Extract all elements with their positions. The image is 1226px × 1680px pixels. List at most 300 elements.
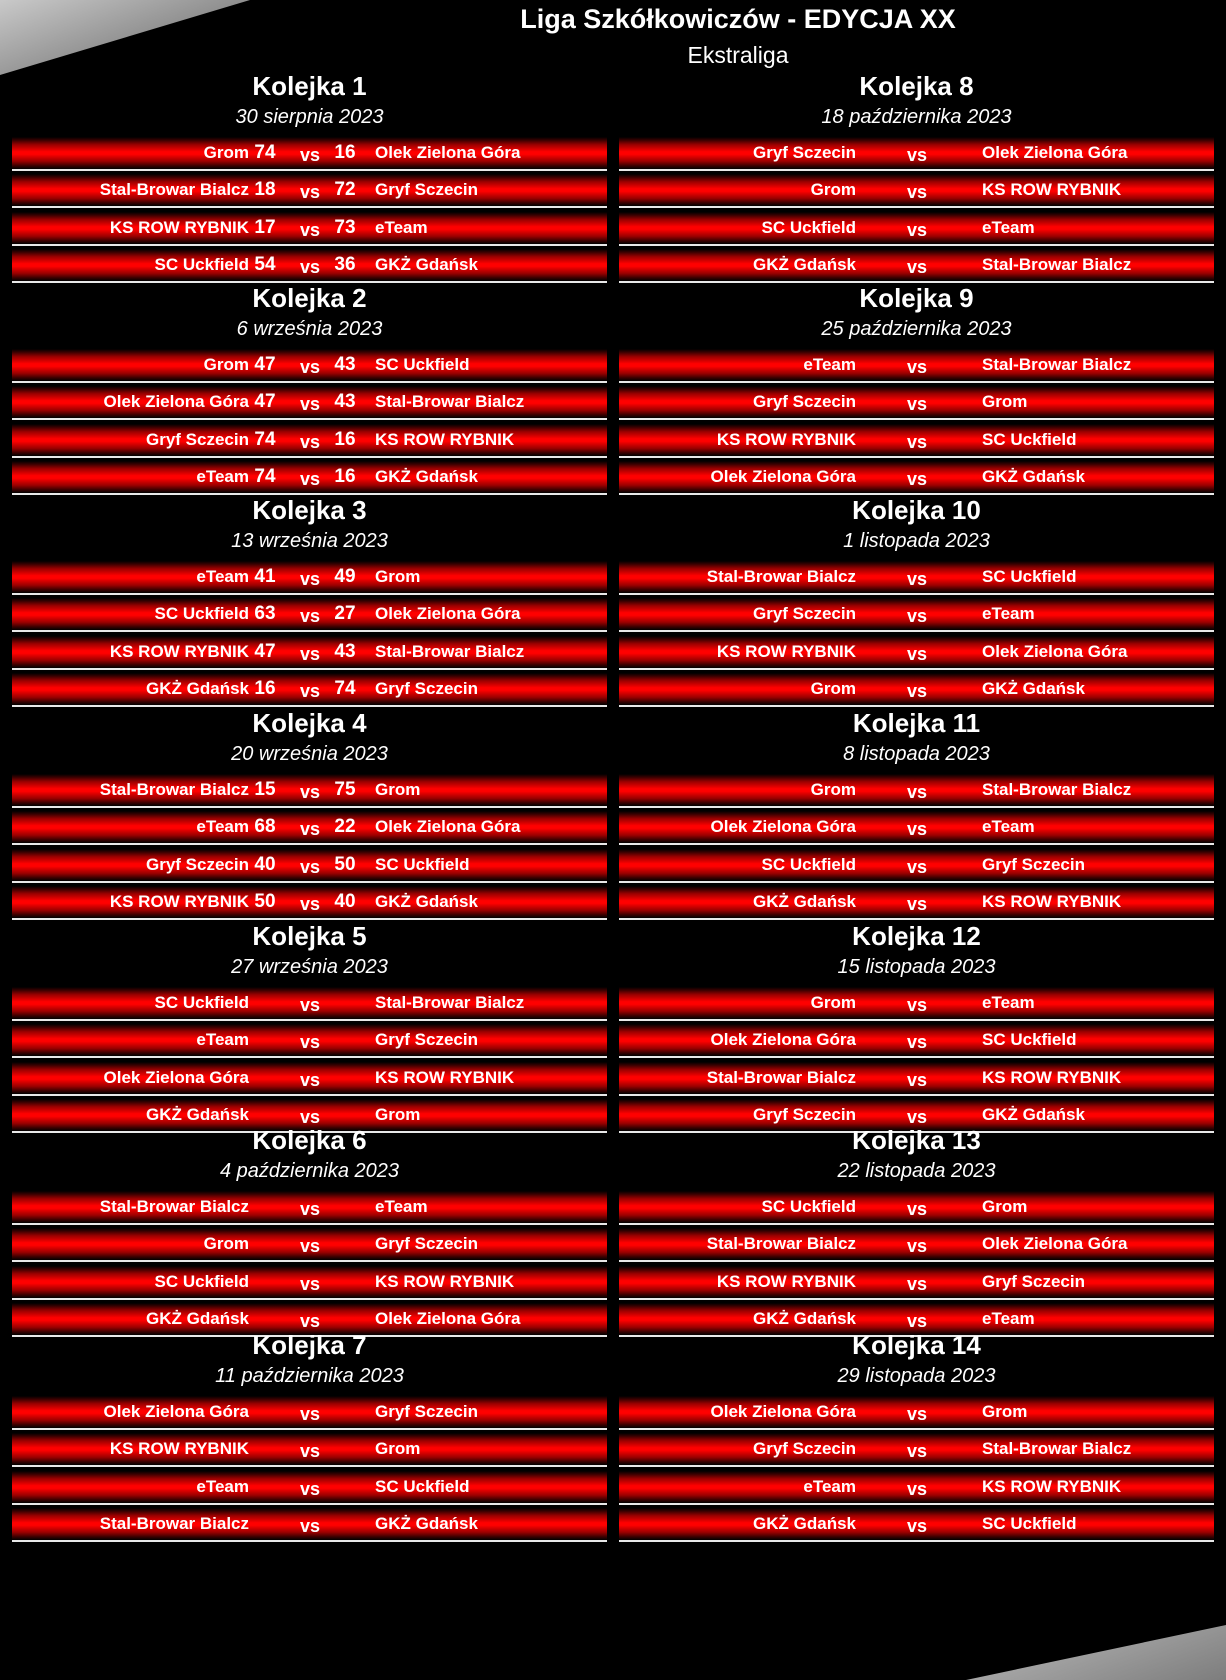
away-team: Gryf Sczecin bbox=[375, 679, 478, 698]
vs-label: vs bbox=[906, 394, 928, 414]
vs-label: vs bbox=[299, 432, 321, 452]
home-team: Grom bbox=[810, 780, 856, 799]
home-team: KS ROW RYBNIK bbox=[716, 430, 856, 449]
vs-label: vs bbox=[299, 394, 321, 414]
away-score bbox=[939, 886, 965, 918]
vs-label: vs bbox=[299, 894, 321, 914]
vs-label: vs bbox=[906, 995, 928, 1015]
home-score: 47 bbox=[254, 391, 276, 412]
home-score bbox=[859, 1266, 885, 1298]
away-score: 16 bbox=[334, 466, 356, 487]
away-team: Olek Zielona Góra bbox=[982, 1234, 1128, 1253]
match-row bbox=[12, 598, 607, 632]
vs-label: vs bbox=[906, 220, 928, 240]
vs-label: vs bbox=[906, 469, 928, 489]
home-score bbox=[859, 886, 885, 918]
away-score bbox=[939, 137, 965, 169]
home-score bbox=[859, 1024, 885, 1056]
vs-label: vs bbox=[906, 1070, 928, 1090]
home-team: GKŻ Gdańsk bbox=[146, 679, 249, 698]
match-row bbox=[12, 1396, 607, 1430]
match-row bbox=[619, 886, 1214, 920]
away-team: Stal-Browar Bialcz bbox=[375, 392, 525, 411]
vs-label: vs bbox=[906, 1236, 928, 1256]
match-row bbox=[12, 212, 607, 246]
away-team: Stal-Browar Bialcz bbox=[375, 993, 525, 1012]
home-score: 47 bbox=[254, 641, 276, 662]
match-row bbox=[12, 137, 607, 171]
away-team: KS ROW RYBNIK bbox=[375, 1272, 515, 1291]
vs-label: vs bbox=[299, 644, 321, 664]
away-score: 49 bbox=[334, 566, 356, 587]
match-row bbox=[12, 349, 607, 383]
vs-label: vs bbox=[906, 606, 928, 626]
away-team: Grom bbox=[982, 1402, 1028, 1421]
home-score bbox=[859, 561, 885, 593]
away-team: SC Uckfield bbox=[982, 1030, 1077, 1049]
home-score bbox=[859, 212, 885, 244]
away-score bbox=[332, 1266, 358, 1298]
home-team: SC Uckfield bbox=[154, 604, 249, 623]
away-team: Olek Zielona Góra bbox=[982, 143, 1128, 162]
round-title: Kolejka 14 bbox=[852, 1330, 981, 1360]
away-score bbox=[939, 1471, 965, 1503]
away-score bbox=[939, 424, 965, 456]
match-row bbox=[619, 811, 1214, 845]
round-title: Kolejka 11 bbox=[852, 708, 981, 738]
match-row bbox=[12, 461, 607, 495]
match-row bbox=[12, 1062, 607, 1096]
home-team: Grom bbox=[810, 679, 856, 698]
vs-label: vs bbox=[299, 182, 321, 202]
home-team: GKŻ Gdańsk bbox=[753, 1514, 856, 1533]
home-score bbox=[252, 1266, 278, 1298]
match-row bbox=[619, 561, 1214, 595]
away-score bbox=[939, 1191, 965, 1223]
home-team: Gryf Sczecin bbox=[753, 604, 856, 623]
home-team: Stal-Browar Bialcz bbox=[706, 1234, 856, 1253]
away-score bbox=[939, 1228, 965, 1260]
away-team: KS ROW RYBNIK bbox=[375, 430, 515, 449]
home-score: 74 bbox=[254, 466, 276, 487]
match-row bbox=[619, 1508, 1214, 1542]
away-score bbox=[939, 349, 965, 381]
home-team: GKŻ Gdańsk bbox=[146, 1309, 249, 1328]
match-row bbox=[12, 1471, 607, 1505]
match-row bbox=[619, 1433, 1214, 1467]
home-team: eTeam bbox=[196, 467, 249, 486]
round-title: Kolejka 4 bbox=[252, 708, 367, 738]
away-score bbox=[939, 174, 965, 206]
match-row bbox=[12, 386, 607, 420]
vs-label: vs bbox=[299, 1479, 321, 1499]
home-team: Stal-Browar Bialcz bbox=[99, 180, 249, 199]
match-row bbox=[12, 1266, 607, 1300]
home-score bbox=[252, 1228, 278, 1260]
home-team: Grom bbox=[203, 355, 249, 374]
home-team: KS ROW RYBNIK bbox=[109, 892, 249, 911]
away-team: eTeam bbox=[982, 218, 1035, 237]
home-team: Gryf Sczecin bbox=[753, 1439, 856, 1458]
away-score bbox=[332, 1471, 358, 1503]
home-score bbox=[859, 137, 885, 169]
vs-label: vs bbox=[299, 819, 321, 839]
home-team: GKŻ Gdańsk bbox=[753, 892, 856, 911]
away-score: 73 bbox=[334, 217, 356, 238]
away-score: 36 bbox=[334, 254, 356, 275]
away-team: eTeam bbox=[375, 218, 428, 237]
home-score bbox=[859, 673, 885, 705]
home-team: Olek Zielona Góra bbox=[710, 467, 856, 486]
home-team: eTeam bbox=[196, 1030, 249, 1049]
vs-label: vs bbox=[299, 145, 321, 165]
round-title: Kolejka 12 bbox=[852, 921, 981, 951]
match-row bbox=[12, 1433, 607, 1467]
vs-label: vs bbox=[299, 782, 321, 802]
vs-label: vs bbox=[906, 1311, 928, 1331]
home-team: KS ROW RYBNIK bbox=[109, 642, 249, 661]
match-row bbox=[619, 673, 1214, 707]
away-score: 40 bbox=[334, 891, 356, 912]
round-date: 1 listopada 2023 bbox=[843, 530, 990, 552]
away-score bbox=[939, 1433, 965, 1465]
match-row bbox=[619, 461, 1214, 495]
round-block bbox=[12, 920, 607, 1127]
home-team: Gryf Sczecin bbox=[146, 430, 249, 449]
vs-label: vs bbox=[299, 995, 321, 1015]
vs-label: vs bbox=[906, 1274, 928, 1294]
away-team: Olek Zielona Góra bbox=[375, 1309, 521, 1328]
vs-label: vs bbox=[906, 1032, 928, 1052]
away-score bbox=[939, 1396, 965, 1428]
home-team: SC Uckfield bbox=[761, 1197, 856, 1216]
home-team: GKŻ Gdańsk bbox=[753, 1309, 856, 1328]
home-team: GKŻ Gdańsk bbox=[146, 1105, 249, 1124]
away-score: 43 bbox=[334, 391, 356, 412]
home-score: 54 bbox=[254, 254, 276, 275]
vs-label: vs bbox=[299, 569, 321, 589]
match-row bbox=[12, 249, 607, 283]
home-score bbox=[252, 1471, 278, 1503]
vs-label: vs bbox=[906, 819, 928, 839]
round-block bbox=[12, 707, 607, 914]
away-score bbox=[939, 461, 965, 493]
home-team: SC Uckfield bbox=[761, 855, 856, 874]
match-row bbox=[12, 1024, 607, 1058]
round-date: 30 sierpnia 2023 bbox=[235, 106, 384, 128]
away-score bbox=[939, 212, 965, 244]
home-score bbox=[859, 987, 885, 1019]
away-team: Grom bbox=[982, 1197, 1028, 1216]
match-row bbox=[619, 212, 1214, 246]
away-score: 74 bbox=[334, 678, 356, 699]
round-block bbox=[619, 707, 1214, 914]
home-score bbox=[859, 849, 885, 881]
away-team: SC Uckfield bbox=[982, 567, 1077, 586]
home-score bbox=[859, 1471, 885, 1503]
round-title: Kolejka 10 bbox=[852, 495, 981, 525]
vs-label: vs bbox=[906, 782, 928, 802]
match-row bbox=[12, 1228, 607, 1262]
round-title: Kolejka 5 bbox=[252, 921, 367, 951]
league-subtitle: Ekstraliga bbox=[687, 42, 789, 68]
away-score: 27 bbox=[334, 603, 356, 624]
match-row bbox=[619, 349, 1214, 383]
away-score: 72 bbox=[334, 179, 356, 200]
round-date: 4 października 2023 bbox=[219, 1160, 399, 1182]
away-team: eTeam bbox=[375, 1197, 428, 1216]
home-score bbox=[859, 1062, 885, 1094]
away-team: GKŻ Gdańsk bbox=[375, 255, 478, 274]
away-team: KS ROW RYBNIK bbox=[982, 180, 1122, 199]
away-score bbox=[332, 1228, 358, 1260]
home-team: KS ROW RYBNIK bbox=[109, 1439, 249, 1458]
round-title: Kolejka 6 bbox=[252, 1125, 367, 1155]
home-team: eTeam bbox=[803, 355, 856, 374]
round-title: Kolejka 9 bbox=[859, 283, 974, 313]
away-score bbox=[332, 1396, 358, 1428]
vs-label: vs bbox=[906, 644, 928, 664]
away-score bbox=[939, 249, 965, 281]
match-row bbox=[619, 386, 1214, 420]
away-score bbox=[939, 386, 965, 418]
match-row bbox=[619, 1228, 1214, 1262]
away-score bbox=[332, 1024, 358, 1056]
vs-label: vs bbox=[299, 1441, 321, 1461]
away-score: 43 bbox=[334, 354, 356, 375]
vs-label: vs bbox=[906, 1516, 928, 1536]
away-score: 16 bbox=[334, 429, 356, 450]
match-row bbox=[619, 1266, 1214, 1300]
away-team: SC Uckfield bbox=[982, 1514, 1077, 1533]
match-row bbox=[12, 811, 607, 845]
away-score bbox=[939, 987, 965, 1019]
home-score bbox=[252, 1062, 278, 1094]
away-team: Grom bbox=[982, 392, 1028, 411]
round-date: 15 listopada 2023 bbox=[837, 956, 996, 978]
away-team: Gryf Sczecin bbox=[982, 1272, 1085, 1291]
match-row bbox=[12, 424, 607, 458]
away-team: SC Uckfield bbox=[375, 855, 470, 874]
home-score bbox=[859, 1433, 885, 1465]
home-score: 17 bbox=[254, 217, 276, 238]
away-team: Gryf Sczecin bbox=[375, 1234, 478, 1253]
home-score: 15 bbox=[254, 779, 276, 800]
round-block bbox=[619, 282, 1214, 489]
away-team: eTeam bbox=[982, 993, 1035, 1012]
away-score bbox=[332, 1508, 358, 1540]
home-score: 68 bbox=[254, 816, 276, 837]
vs-label: vs bbox=[299, 257, 321, 277]
page-title: Liga Szkółkowiczów - EDYCJA XX bbox=[520, 4, 956, 34]
home-team: Grom bbox=[203, 1234, 249, 1253]
away-score bbox=[332, 1191, 358, 1223]
home-score: 63 bbox=[254, 603, 276, 624]
home-score: 74 bbox=[254, 429, 276, 450]
vs-label: vs bbox=[299, 606, 321, 626]
home-team: Stal-Browar Bialcz bbox=[99, 780, 249, 799]
home-score bbox=[859, 386, 885, 418]
round-block bbox=[619, 70, 1214, 277]
away-team: eTeam bbox=[982, 1309, 1035, 1328]
home-score bbox=[252, 1433, 278, 1465]
home-team: eTeam bbox=[803, 1477, 856, 1496]
home-team: KS ROW RYBNIK bbox=[716, 1272, 856, 1291]
home-score bbox=[252, 1508, 278, 1540]
home-team: Olek Zielona Góra bbox=[710, 1402, 856, 1421]
vs-label: vs bbox=[299, 1274, 321, 1294]
away-team: Gryf Sczecin bbox=[375, 180, 478, 199]
home-team: Stal-Browar Bialcz bbox=[706, 567, 856, 586]
home-team: SC Uckfield bbox=[154, 993, 249, 1012]
match-row bbox=[12, 774, 607, 808]
home-score bbox=[859, 1508, 885, 1540]
home-team: Grom bbox=[203, 143, 249, 162]
vs-label: vs bbox=[299, 357, 321, 377]
home-team: Grom bbox=[810, 993, 856, 1012]
vs-label: vs bbox=[906, 145, 928, 165]
match-row bbox=[619, 636, 1214, 670]
away-team: SC Uckfield bbox=[375, 355, 470, 374]
round-date: 11 października 2023 bbox=[215, 1365, 404, 1387]
away-score bbox=[939, 598, 965, 630]
home-score: 41 bbox=[254, 566, 276, 587]
home-team: Stal-Browar Bialcz bbox=[99, 1514, 249, 1533]
home-score bbox=[859, 811, 885, 843]
match-row bbox=[619, 598, 1214, 632]
round-title: Kolejka 1 bbox=[252, 71, 367, 101]
match-row bbox=[12, 636, 607, 670]
home-score bbox=[252, 987, 278, 1019]
vs-label: vs bbox=[906, 894, 928, 914]
vs-label: vs bbox=[906, 857, 928, 877]
vs-label: vs bbox=[906, 1199, 928, 1219]
home-team: Olek Zielona Góra bbox=[103, 1402, 249, 1421]
match-row bbox=[619, 137, 1214, 171]
home-score bbox=[859, 461, 885, 493]
away-team: KS ROW RYBNIK bbox=[375, 1068, 515, 1087]
home-team: SC Uckfield bbox=[154, 255, 249, 274]
vs-label: vs bbox=[906, 257, 928, 277]
vs-label: vs bbox=[299, 1311, 321, 1331]
home-team: GKŻ Gdańsk bbox=[753, 255, 856, 274]
round-date: 22 listopada 2023 bbox=[837, 1160, 996, 1182]
home-team: SC Uckfield bbox=[761, 218, 856, 237]
away-team: GKŻ Gdańsk bbox=[375, 892, 478, 911]
away-score bbox=[939, 811, 965, 843]
round-block bbox=[12, 70, 607, 277]
round-block bbox=[12, 494, 607, 701]
home-score: 40 bbox=[254, 854, 276, 875]
away-score bbox=[939, 673, 965, 705]
home-score bbox=[859, 774, 885, 806]
home-team: Olek Zielona Góra bbox=[103, 1068, 249, 1087]
home-score bbox=[859, 1396, 885, 1428]
vs-label: vs bbox=[299, 1199, 321, 1219]
home-team: Stal-Browar Bialcz bbox=[99, 1197, 249, 1216]
vs-label: vs bbox=[299, 681, 321, 701]
match-row bbox=[12, 1508, 607, 1542]
away-score bbox=[332, 1433, 358, 1465]
away-score: 16 bbox=[334, 142, 356, 163]
away-score bbox=[939, 1062, 965, 1094]
home-team: Olek Zielona Góra bbox=[103, 392, 249, 411]
match-row bbox=[12, 849, 607, 883]
round-date: 13 września 2023 bbox=[231, 530, 388, 552]
round-title: Kolejka 2 bbox=[252, 283, 367, 313]
home-team: Olek Zielona Góra bbox=[710, 817, 856, 836]
match-row bbox=[619, 1471, 1214, 1505]
round-title: Kolejka 13 bbox=[852, 1125, 981, 1155]
home-score: 50 bbox=[254, 891, 276, 912]
round-block bbox=[619, 1329, 1214, 1536]
vs-label: vs bbox=[906, 432, 928, 452]
away-score bbox=[939, 1508, 965, 1540]
round-block bbox=[12, 282, 607, 489]
home-team: Olek Zielona Góra bbox=[710, 1030, 856, 1049]
match-row bbox=[619, 1024, 1214, 1058]
home-score bbox=[859, 598, 885, 630]
away-team: SC Uckfield bbox=[375, 1477, 470, 1496]
match-row bbox=[619, 424, 1214, 458]
away-team: Gryf Sczecin bbox=[375, 1030, 478, 1049]
away-team: Stal-Browar Bialcz bbox=[982, 255, 1132, 274]
home-team: SC Uckfield bbox=[154, 1272, 249, 1291]
round-block bbox=[619, 494, 1214, 701]
vs-label: vs bbox=[299, 857, 321, 877]
home-score bbox=[252, 1024, 278, 1056]
away-team: Grom bbox=[375, 567, 421, 586]
away-score: 50 bbox=[334, 854, 356, 875]
away-team: KS ROW RYBNIK bbox=[982, 1477, 1122, 1496]
home-score: 74 bbox=[254, 142, 276, 163]
match-row bbox=[12, 561, 607, 595]
away-score bbox=[939, 636, 965, 668]
home-score bbox=[859, 1228, 885, 1260]
match-row bbox=[619, 1062, 1214, 1096]
vs-label: vs bbox=[906, 1479, 928, 1499]
away-score bbox=[332, 987, 358, 1019]
home-score bbox=[859, 249, 885, 281]
home-team: Gryf Sczecin bbox=[753, 392, 856, 411]
away-team: Gryf Sczecin bbox=[375, 1402, 478, 1421]
away-team: GKŻ Gdańsk bbox=[982, 467, 1085, 486]
away-score bbox=[332, 1062, 358, 1094]
round-date: 6 września 2023 bbox=[236, 318, 383, 340]
home-score bbox=[252, 1396, 278, 1428]
vs-label: vs bbox=[906, 1404, 928, 1424]
round-date: 29 listopada 2023 bbox=[837, 1365, 996, 1387]
round-title: Kolejka 8 bbox=[859, 71, 974, 101]
match-row bbox=[619, 849, 1214, 883]
home-team: eTeam bbox=[196, 817, 249, 836]
home-score bbox=[859, 424, 885, 456]
away-team: Olek Zielona Góra bbox=[375, 604, 521, 623]
vs-label: vs bbox=[299, 1404, 321, 1424]
vs-label: vs bbox=[906, 357, 928, 377]
match-row bbox=[12, 673, 607, 707]
away-team: eTeam bbox=[982, 604, 1035, 623]
corner-decoration-bottom-right bbox=[966, 1625, 1226, 1680]
away-team: Grom bbox=[375, 1439, 421, 1458]
round-date: 20 września 2023 bbox=[231, 743, 388, 765]
home-team: Stal-Browar Bialcz bbox=[706, 1068, 856, 1087]
home-team: Grom bbox=[810, 180, 856, 199]
home-score: 18 bbox=[254, 179, 276, 200]
match-row bbox=[619, 174, 1214, 208]
away-team: KS ROW RYBNIK bbox=[982, 892, 1122, 911]
away-score bbox=[939, 1266, 965, 1298]
